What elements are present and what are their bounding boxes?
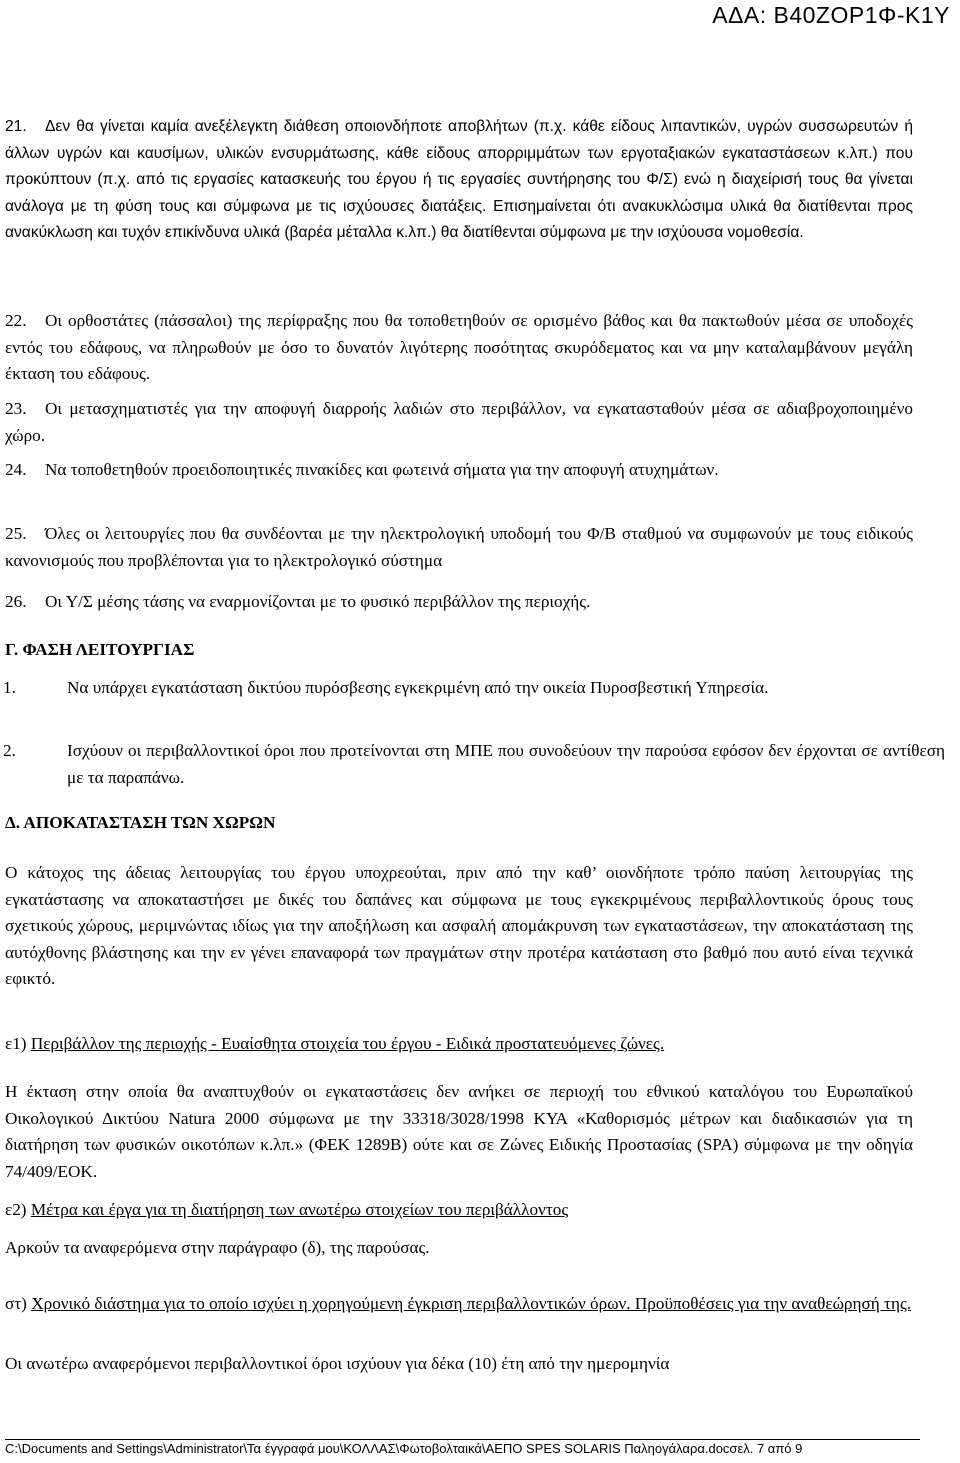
paragraph-text: Δεν θα γίνεται καμία ανεξέλεγκτη διάθεση οποιονδήποτε αποβλήτων (π.χ. κάθε είδους λιπαντικών, υγρών συσσωρευτών ή άλλων υγρών και καυσίμων, υλικών ενσυρμάτωσης, κάθε είδους απορριμμάτων των εργοταξιακών εγκαταστάσεων κ.λπ.) που προκύπτουν (π.χ. από τις εργασίες κατασκευής του έργου ή τις εργασίες συντήρησης του Φ/Σ) ενώ η διαχείρισή τους θα γίνεται ανάλογα με τη φύση τους και σύμφωνα με τις ισχύουσες διατάξεις. Επισημαίνεται ότι ανακυκλώσιμα υλικά θα διατίθενται προς ανακύκλωση και τυχόν επικίνδυνα υλικά (βαρέα μέταλλα κ.λπ.) θα διατίθενται σύμφωνα με την ισχύουσα νομοθεσία.	[5, 118, 913, 241]
footer-divider	[5, 1439, 920, 1440]
subsection-st-text: Οι ανωτέρω αναφερόμενοι περιβαλλοντικοί όροι ισχύουν για δέκα (10) έτη από την ημερομηνία	[5, 1354, 670, 1373]
subsection-st-heading	[5, 1291, 913, 1318]
paragraph-21	[5, 114, 913, 247]
paragraph-25	[5, 521, 913, 574]
paragraph-number: 21.	[5, 118, 27, 135]
list-item-text: Ισχύουν οι περιβαλλοντικοί όροι που προτείνονται στη ΜΠΕ που συνοδεύουν την παρούσα εφόσον δεν έρχονται σε αντίθεση με τα παραπάνω.	[67, 741, 945, 787]
subsection-title: Χρονικό διάστημα για το οποίο ισχύει η χορηγούμενη έγκριση περιβαλλοντικών όρων. Προϋποθέσεις για την αναθεώρησή της.	[31, 1294, 912, 1313]
list-item	[3, 675, 945, 702]
subsection-prefix: ε1)	[5, 1034, 31, 1053]
paragraph-text: Οι Υ/Σ μέσης τάσης να εναρμονίζονται με το φυσικό περιβάλλον της περιοχής.	[45, 592, 591, 611]
subsection-prefix: στ)	[5, 1294, 32, 1313]
paragraph-text: Οι μετασχηματιστές για την αποφυγή διαρροής λαδιών στο περιβάλλον, να εγκατασταθούν μέσα σε αδιαβροχοποιημένο χώρο.	[5, 399, 913, 445]
section-title-d: Δ. ΑΠΟΚΑΤΑΣΤΑΣΗ ΤΩΝ ΧΩΡΩΝ	[5, 813, 276, 832]
paragraph-text: Να τοποθετηθούν προειδοποιητικές πινακίδες και φωτεινά σήματα για την αποφυγή ατυχημάτων.	[45, 460, 719, 479]
subsection-title: Μέτρα και έργα για τη διατήρηση των ανωτέρω στοιχείων του περιβάλλοντος	[30, 1200, 569, 1219]
paragraph-number: 22.	[5, 311, 27, 330]
subsection-prefix: ε2)	[5, 1200, 31, 1219]
paragraph-22	[5, 308, 913, 388]
subsection-e2-heading	[5, 1197, 913, 1224]
ada-code: ΑΔΑ: Β40ΖΟΡ1Φ-Κ1Υ	[712, 2, 950, 28]
paragraph-23	[5, 396, 913, 449]
subsection-title: Περιβάλλον της περιοχής - Ευαίσθητα στοιχεία του έργου - Ειδικά προστατευόμενες ζώνες.	[30, 1034, 665, 1053]
paragraph-text: Όλες οι λειτουργίες που θα συνδέονται με την ηλεκτρολογική υποδομή του Φ/Β σταθμού να συμφωνούν με τους ειδικούς κανονισμούς που προβλέπονται για το ηλεκτρολογικό σύστημα	[5, 524, 913, 570]
paragraph-26	[5, 589, 913, 616]
paragraph-number: 26.	[5, 592, 27, 611]
paragraph-24	[5, 457, 913, 484]
list-item-number: 2.	[3, 741, 16, 760]
subsection-e2-text: Αρκούν τα αναφερόμενα στην παράγραφο (δ), της παρούσας.	[5, 1238, 430, 1257]
section-d-text: Ο κάτοχος της άδειας λειτουργίας του έργου υποχρεούται, πριν από την καθ’ οιονδήποτε τρόπο παύση λειτουργίας της εγκατάστασης να αποκαταστήσει με δικές του δαπάνες και σύμφωνα με τους εγκεκριμένους περιβαλλοντικούς όρους τους σχετικούς χώρους, μεριμνώντας ιδίως για την αποξήλωση και ασφαλή απομάκρυνση των εγκαταστάσεων, την αποκατάσταση της αυτόχθονης βλάστησης και την εν γένει επαναφορά των πραγμάτων στην προτέρα κατάσταση στο βαθμό που αυτό είναι τεχνικά εφικτό.	[5, 863, 913, 988]
footer-path: C:\Documents and Settings\Administrator\Τα έγγραφά μου\ΚΟΛΛΑΣ\Φωτοβολταικά\ΑΕΠΟ SPES SOLARIS Παληογάλαρα.docσελ. 7 από 9	[5, 1441, 803, 1456]
paragraph-number: 25.	[5, 524, 27, 543]
list-item	[3, 738, 945, 791]
section-title-g: Γ. ΦΑΣΗ ΛΕΙΤΟΥΡΓΙΑΣ	[5, 640, 195, 659]
paragraph-text: Οι ορθοστάτες (πάσσαλοι) της περίφραξης που θα τοποθετηθούν σε ορισμένο βάθος και θα πακτωθούν μέσα σε υποδοχές εντός του εδάφους, να πληρωθούν με όσο το δυνατόν λιγότερης ποσότητας σκυρόδεματος και να μην καταλαμβάνουν μεγάλη έκταση του εδάφους.	[5, 311, 913, 383]
list-item-number: 1.	[3, 678, 16, 697]
subsection-e1-text: Η έκταση στην οποία θα αναπτυχθούν οι εγκαταστάσεις δεν ανήκει σε περιοχή του εθνικού καταλόγου του Ευρωπαϊκού Οικολογικού Δικτύου Natura 2000 σύμφωνα με την 33318/3028/1998 ΚΥΑ «Καθορισμός μέτρων και διαδικασιών για τη διατήρηση των φυσικών οικοτόπων κ.λπ.» (ΦΕΚ 1289Β) ούτε και σε Ζώνες Ειδικής Προστασίας (SPA) σύμφωνα με την οδηγία 74/409/ΕΟΚ.	[5, 1082, 913, 1181]
paragraph-number: 24.	[5, 460, 27, 479]
list-item-text: Να υπάρχει εγκατάσταση δικτύου πυρόσβεσης εγκεκριμένη από την οικεία Πυροσβεστική Υπηρεσία.	[67, 678, 769, 697]
subsection-e1-heading	[5, 1031, 913, 1058]
paragraph-number: 23.	[5, 399, 27, 418]
